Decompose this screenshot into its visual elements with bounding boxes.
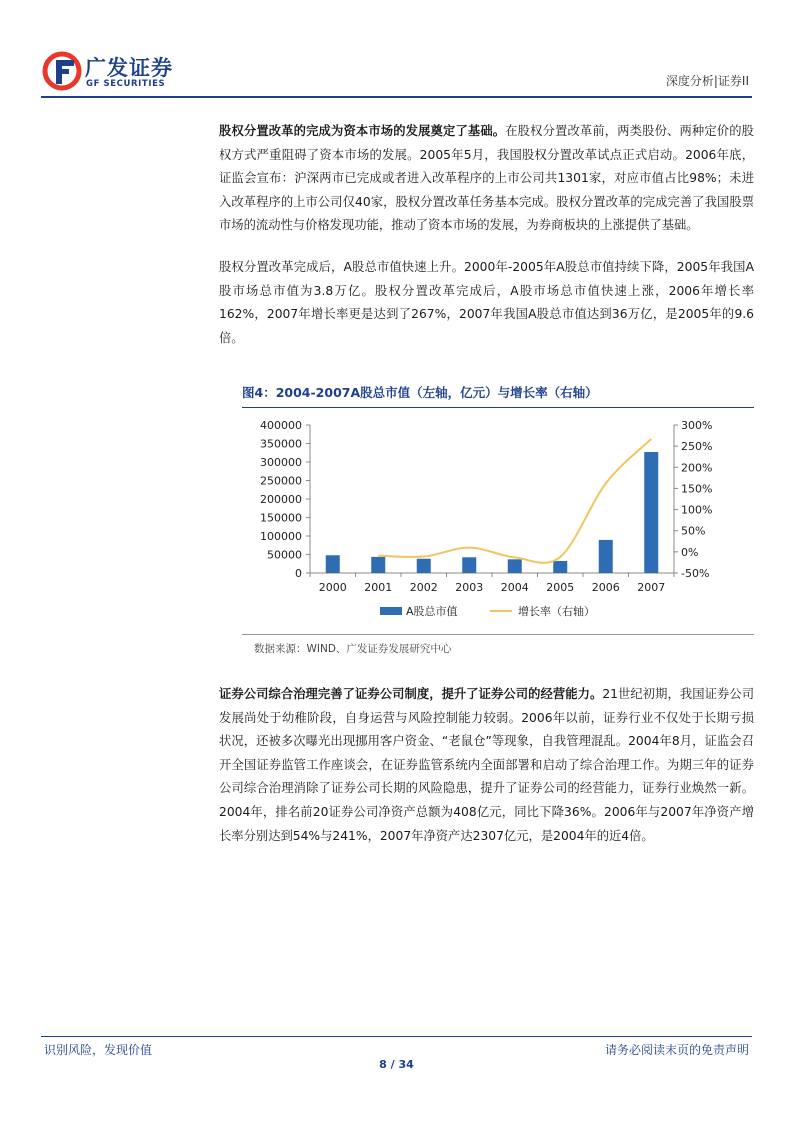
footer-disclaimer-link[interactable]: 请务必阅读末页的免责声明	[604, 1043, 749, 1057]
paragraph-market-cap	[219, 256, 754, 350]
figure-title: 图4：2004-2007A股总市值（左轴，亿元）与增长率（右轴）	[242, 385, 598, 400]
right-tick-label: -50%	[681, 567, 710, 580]
paragraph-body: 股权分置改革完成后，A股总市值快速上升。2000年-2005年A股总市值持续下降，2005年我国A股市场总市值为3.8万亿。股权分置改革完成后，A股市场总市值快速上涨，2006年增长率162%，2007年增长率更是达到了267%，2007年我国A股总市值达到36万亿，是2005年的9.6倍。	[219, 260, 754, 345]
paragraph-reform	[219, 120, 754, 238]
legend-line-label: 增长率（右轴）	[518, 605, 595, 618]
paragraph-lead: 证券公司综合治理完善了证券公司制度，提升了证券公司的经营能力。	[219, 687, 603, 701]
report-category: 深度分析|证券II	[665, 74, 749, 88]
bar-market-cap-2003	[462, 557, 476, 573]
left-tick-label: 100000	[260, 530, 302, 543]
right-tick-label: 50%	[681, 524, 706, 538]
brand-name-cn: 广发证券	[85, 56, 173, 80]
figure-source: 数据来源：WIND、广发证券发展研究中心	[254, 643, 452, 655]
left-tick-label: 250000	[260, 474, 302, 488]
x-tick-label: 2002	[409, 581, 438, 594]
legend-bar-swatch	[380, 607, 402, 615]
figure-top-rule	[242, 407, 754, 408]
right-tick-label: 0%	[681, 545, 699, 559]
x-tick-label: 2006	[591, 581, 620, 594]
legend-bar-label: A股总市值	[406, 605, 458, 618]
paragraph-body: 21世纪初期，我国证券公司发展尚处于幼稚阶段，自身运营与风险控制能力较弱。2006年以前，证券行业不仅处于长期亏损状况，还被多次曝光出现挪用客户资金、“老鼠仓”等现象，自我管理混乱。2004年8月，证监会召开全国证券监管工作座谈会，在证券监管系统内全面部署和启动了综合治理工作。为期三年的证券公司综合治理消除了证券公司长期的风险隐患，提升了证券公司的经营能力，证券行业焕然一新。2004年，排名前20证券公司净资产总额为408亿元，同比下降36%。2006年与2007年净资产增长率分别达到54%与241%，2007年净资产达2307亿元，是2004年的近4倍。	[219, 687, 754, 843]
left-tick-label: 300000	[260, 456, 302, 469]
x-tick-label: 2000	[318, 581, 347, 594]
left-tick-label: 400000	[260, 419, 302, 432]
x-tick-label: 2003	[455, 581, 484, 594]
bar-market-cap-2005	[553, 561, 567, 573]
bar-market-cap-2001	[371, 557, 385, 573]
left-tick-label: 50000	[267, 548, 302, 562]
paragraph-body: 在股权分置改革前，两类股份、两种定价的股权方式严重阻碍了资本市场的发展。2005年5月，我国股权分置改革试点正式启动。2006年底，证监会宣布：沪深两市已完成或者进入改革程序的上市公司共1301家，对应市值占比98%；未进入改革程序的上市公司仅40家，股权分置改革任务基本完成。股权分置改革的完成完善了我国股票市场的流动性与价格发现功能，推动了资本市场的发展，为券商板块的上涨提供了基础。	[219, 124, 754, 233]
bar-market-cap-2000	[326, 555, 340, 573]
left-tick-label: 350000	[260, 437, 302, 451]
footer-slogan: 识别风险，发现价值	[44, 1043, 153, 1057]
left-tick-label: 0	[295, 567, 302, 580]
figure-bottom-rule	[242, 634, 754, 635]
paragraph-lead: 股权分置改革的完成为资本市场的发展奠定了基础。	[219, 124, 506, 138]
bar-market-cap-2006	[599, 540, 613, 573]
right-tick-label: 100%	[681, 503, 713, 517]
bar-market-cap-2007	[644, 452, 658, 573]
gf-logo-icon	[41, 50, 83, 92]
left-tick-label: 150000	[260, 511, 302, 525]
header-divider	[41, 96, 752, 98]
right-tick-label: 200%	[681, 461, 713, 475]
market-cap-chart	[242, 410, 713, 632]
right-tick-label: 250%	[681, 440, 713, 454]
x-tick-label: 2001	[364, 581, 393, 594]
footer-divider	[41, 1036, 752, 1037]
paragraph-governance	[219, 683, 754, 848]
gf-securities-logo	[41, 50, 176, 94]
x-tick-label: 2007	[637, 581, 666, 594]
right-tick-label: 150%	[681, 482, 713, 496]
bar-market-cap-2002	[417, 559, 431, 573]
x-tick-label: 2004	[500, 581, 529, 594]
bar-market-cap-2004	[508, 559, 522, 573]
brand-name-en: GF SECURITIES	[86, 79, 166, 89]
x-tick-label: 2005	[546, 581, 575, 594]
left-tick-label: 200000	[260, 493, 302, 506]
right-tick-label: 300%	[681, 419, 713, 432]
page-number: 8 / 34	[379, 1058, 414, 1071]
